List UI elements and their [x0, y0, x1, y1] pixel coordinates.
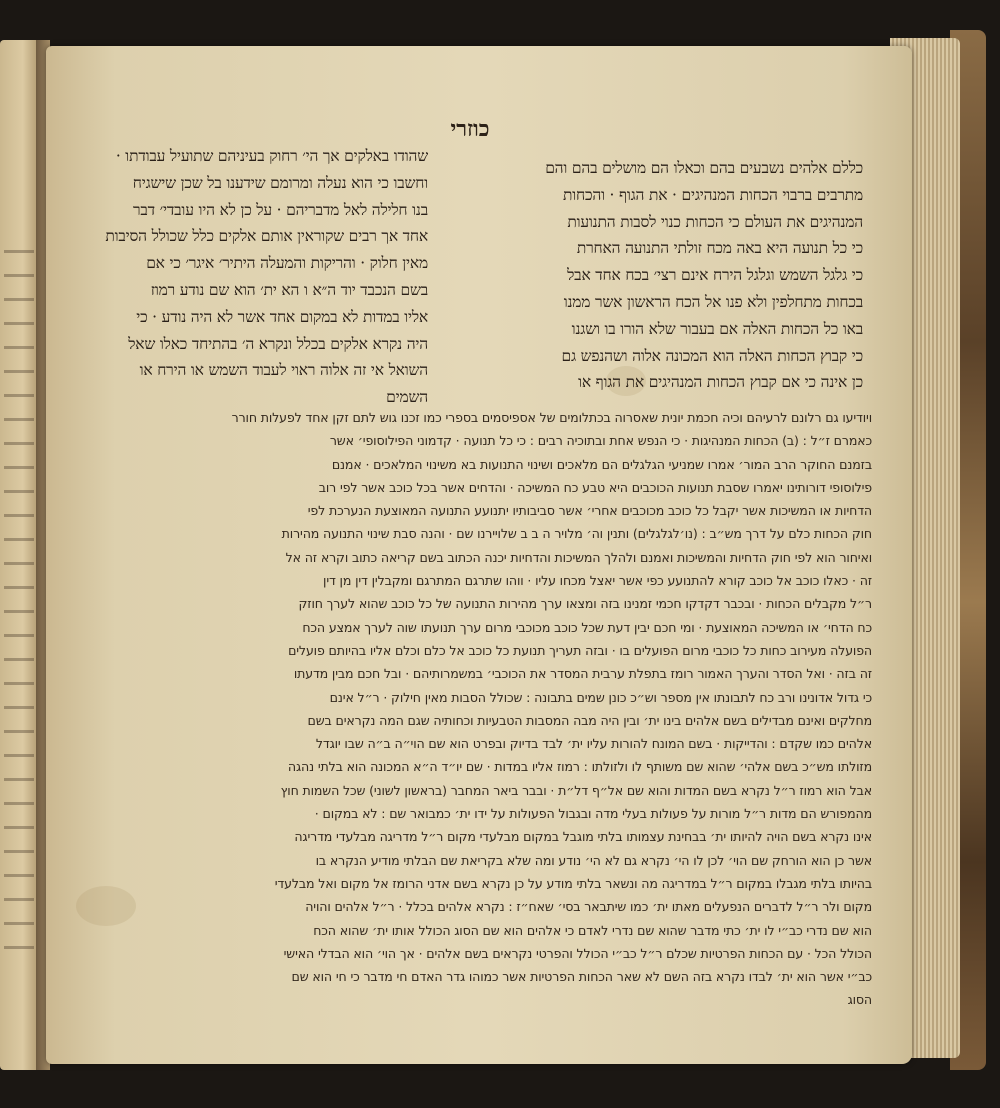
commentary-line: הכולל הכל · עם הכחות הפרטיות שכלם ר״ל כב״י הכולל והפרטי נקראים בשם אלהים · אך הוי׳ הוא הבדלי האישי: [283, 945, 872, 961]
main-text-line: כי קבוץ הכחות האלה הוא המכונה אלוה ושהנפש גם: [561, 346, 863, 365]
main-text-line: השואל אי זה אלוה ראוי לעבוד השמש או הירח או: [139, 361, 428, 380]
commentary-line: בהיותו בלתי מגבלו במקום ר״ל במדריגה מה ונשאר בלתי מודע על כן נקרא בשם אדני הרומז אל מקום ואל מבלעדי: [274, 875, 872, 891]
commentary-line: מקום ולר ר״ל לדברים הנפעלים מאתו ית׳ כמו שיתבאר בסי׳ שאח״ז : נקרא אלהים בכלל · ר״ל אלהים והויה: [305, 899, 872, 915]
commentary-line: הוא שם נדרי כב״י לו ית׳ כתי מדבר שהוא שם נדרי לאדם כי אלהים הוא שם הסוג הכולל אותו ית׳ שהוא הכח: [313, 922, 872, 938]
commentary-line: כב״י אשר הוא ית׳ לבדו נקרא בזה השם לא שאר הכחות הפרטיות אשר כמוהו גדר האדם חי מדבר כי חי הוא שם: [291, 969, 872, 985]
main-text-line: כי כל תנועה היא באה מכח זולתי התנועה האחרת: [576, 239, 863, 258]
commentary-line: אינו נקרא בשם הויה להיותו ית׳ בבחינת עצמותו בלתי מוגבל במקום מבלעדי מקום ר״ל מדריגה מבלעדי מדריגה: [294, 829, 872, 845]
facing-page-text-fragments: [4, 250, 34, 950]
main-text-line: השמים: [386, 388, 428, 407]
main-text-line: אחד אך רבים שקוראין אותם אלקים כלל שכולל הסיבות: [105, 227, 428, 246]
main-text-line: כן אינה כי אם קבוץ הכחות המנהיגים את הגוף או: [578, 373, 863, 392]
main-text-line: שהודו באלקים אך הי׳ רחוק בעיניהם שתועיל עבודתו ·: [115, 147, 428, 165]
commentary-line: אבל הוא רמוז ר״ל נקרא בשם המדות והוא שם אל״ף דל״ת · ובבר ביאר המחבר (בראשון לשוני) שכל השמות חוץ: [280, 782, 872, 798]
commentary-line: מחלקים ואינם מבדילים בשם אלהים בינו ית׳ ובין היה מבה המסבות הטבעיות וכחותיה שגם המה נקראים בשם: [307, 712, 872, 728]
main-text-line: כללם אלהים נשבעים בהם וכאלו הם מושלים בהם והם: [545, 159, 863, 177]
main-text-line: כי גלגל השמש וגלגל הירח אינם רצי׳ בכח אחד אבל: [567, 266, 863, 285]
commentary-line: ואיחור הוא לפי חוק הדחיות והמשיכות ואמנם ולהלך המשיכות והדחיות יכנה הכתוב בשם קריאה כתוב וקרא זה אל: [285, 549, 872, 565]
main-text-line: מתרבים ברבוי הכחות המנהיגים · את הגוף · והכחות: [562, 185, 863, 204]
commentary-line: זה · כאלו כוכב אל כוכב קורא להתנועע כפי אשר יאצל מכחו עליו · ווהו שתרגם המתרגם ומקבלין דין מן דין: [323, 573, 872, 589]
main-text-line: בשם הנכבד יוד ה״א ו הא ית׳ הוא שם נודע רמוז: [150, 280, 428, 299]
commentary-line: כח הדחי׳ או המשיכה המאוצעת · ומי חכם יבין דעת שכל כוכב מכוכבי מרום ערך תנועתו שוה לערך אמצע הכח: [302, 619, 872, 635]
main-text-line: אליו במדות לא במקום אחד אשר לא היה נודע · כי: [136, 307, 428, 326]
commentary-line: אשר כן הוא הורחק שם הוי׳ לכן לו הי׳ נקרא גם לא הי׳ נודע ומה שלא בקריאת שם הבלתי מודיע הנקרא בו: [315, 852, 872, 868]
main-text-line: בכחות מתחלפין ולא פנו אל הכח הראשון אשר ממנו: [563, 292, 863, 311]
main-text-line: וחשבו כי הוא נעלה ומרומם שידענו בל שכן שישגיח: [132, 173, 428, 192]
commentary-line: זה בזה · ואל הסדר והערך האמור רומז בתפלת ערבית המסדר את הכוכבי׳ במשמרותיהם · ובל חכם מבין מדעתו: [293, 666, 872, 682]
commentary-line: מזולתו מש״כ בשם אלהי׳ שהוא שם משותף לו ולזולתו : רמוז אליו במדות · שם יו״ד ה״א המכונה הוא בלתי נהגה: [287, 759, 872, 775]
main-text-right-column: [440, 155, 863, 396]
commentary-line: הסוג: [847, 992, 872, 1008]
commentary-line: בזמנם החוקר הרב המור׳ אמרו שמניעי הגלגלים הם מלאכים ושינוי התנועות בא משינוי המלאכים · אמנם: [331, 456, 872, 472]
commentary-line: הפועלה מעירוב כחות כל כוכבי מרום הפועלים בו · ובזה תעריך תנועת כל כוכב אל כלם וכלם אליו בהיותם פועלים: [288, 642, 872, 658]
commentary-line: כי גדול אדונינו ורב כח לתבונתו אין מספר וש״כ כונן שמים בתבונה : שכולל הסבות מאין חילוק · ר״ל אינם: [329, 689, 872, 705]
commentary-line: הדחיות או המשיכות אשר יקבל כל כוכב מכוכבים אחרי׳ אשר סביבותיו יתנועע התנועה המאוצעת הנערכת לפי: [307, 503, 872, 519]
main-text-left-column: [96, 143, 428, 411]
main-text-line: המנהיגים את העולם כי הכחות כנוי לסבות התנועות: [567, 212, 863, 231]
main-text-line: מאין חלוק · והריקות והמעלה היתיר׳ איגר׳ כי אם: [146, 254, 428, 273]
facing-page-edge: [0, 40, 38, 1070]
commentary-line: ר״ל מקבלים הכחות · ובכבר דקדקו חכמי זמנינו בזה ומצאו ערך מהירות התנועה של כל כוכב שהוא לערך חוזק: [298, 596, 872, 612]
commentary-line: ויודיעו גם רלונם לרעיהם וכיה חכמת יונית שאסרוה בכתלומים של אספיסמים בספרי כמו זכנו גוש לתם זקן אחד לפעלות חורר: [231, 410, 872, 425]
commentary-line: כאמרם ז״ל : (ב) הכחות המנהיגות · כי הנפש אחת ובתוכיה רבים : כי כל תנועה · קדמוני הפילוסופי׳ אשר: [329, 433, 872, 449]
commentary-block: [62, 406, 872, 1012]
main-text-line: בנו חלילה לאל מדבריהם · על כן לא היו עובדי׳ דבר: [133, 200, 428, 219]
main-text-line: היה נקרא אלקים בכלל ונקרא ה׳ בהתיחד כאלו שאל: [128, 334, 428, 353]
commentary-line: פילוסופי דורותינו יאמרו שסבת תנועות הכוכבים היא טבע כח המשיכה · והדחים אשר בכל כוכב אשר לפי רוב: [318, 479, 872, 495]
main-text-line: באו כל הכחות האלה אם בעבור שלא הורו בו ושגנו: [571, 319, 863, 338]
commentary-line: חוק הכחות כלם על דרך מש״ב : (נו׳לגלגלים) ותנין וה׳ מלויר ה ב ב שלויירנו שם · והנה סבת שינוי התנועה מהירות: [281, 526, 872, 542]
commentary-line: מהמפורש הם מדות ר״ל מורות על פעולות בעלי מדה ובגבול הפעולות על ידו ית׳ כמבואר שם : לא במקום ·: [314, 806, 872, 822]
running-head: כוזרי: [450, 116, 490, 142]
commentary-line: אלהים כמו שקדם : והדייקות · בשם המונח להורות עליו ית׳ לבד בדיוק ובפרט הוא שם הוי״ה ב״ה שבו יוגדל: [315, 736, 872, 752]
